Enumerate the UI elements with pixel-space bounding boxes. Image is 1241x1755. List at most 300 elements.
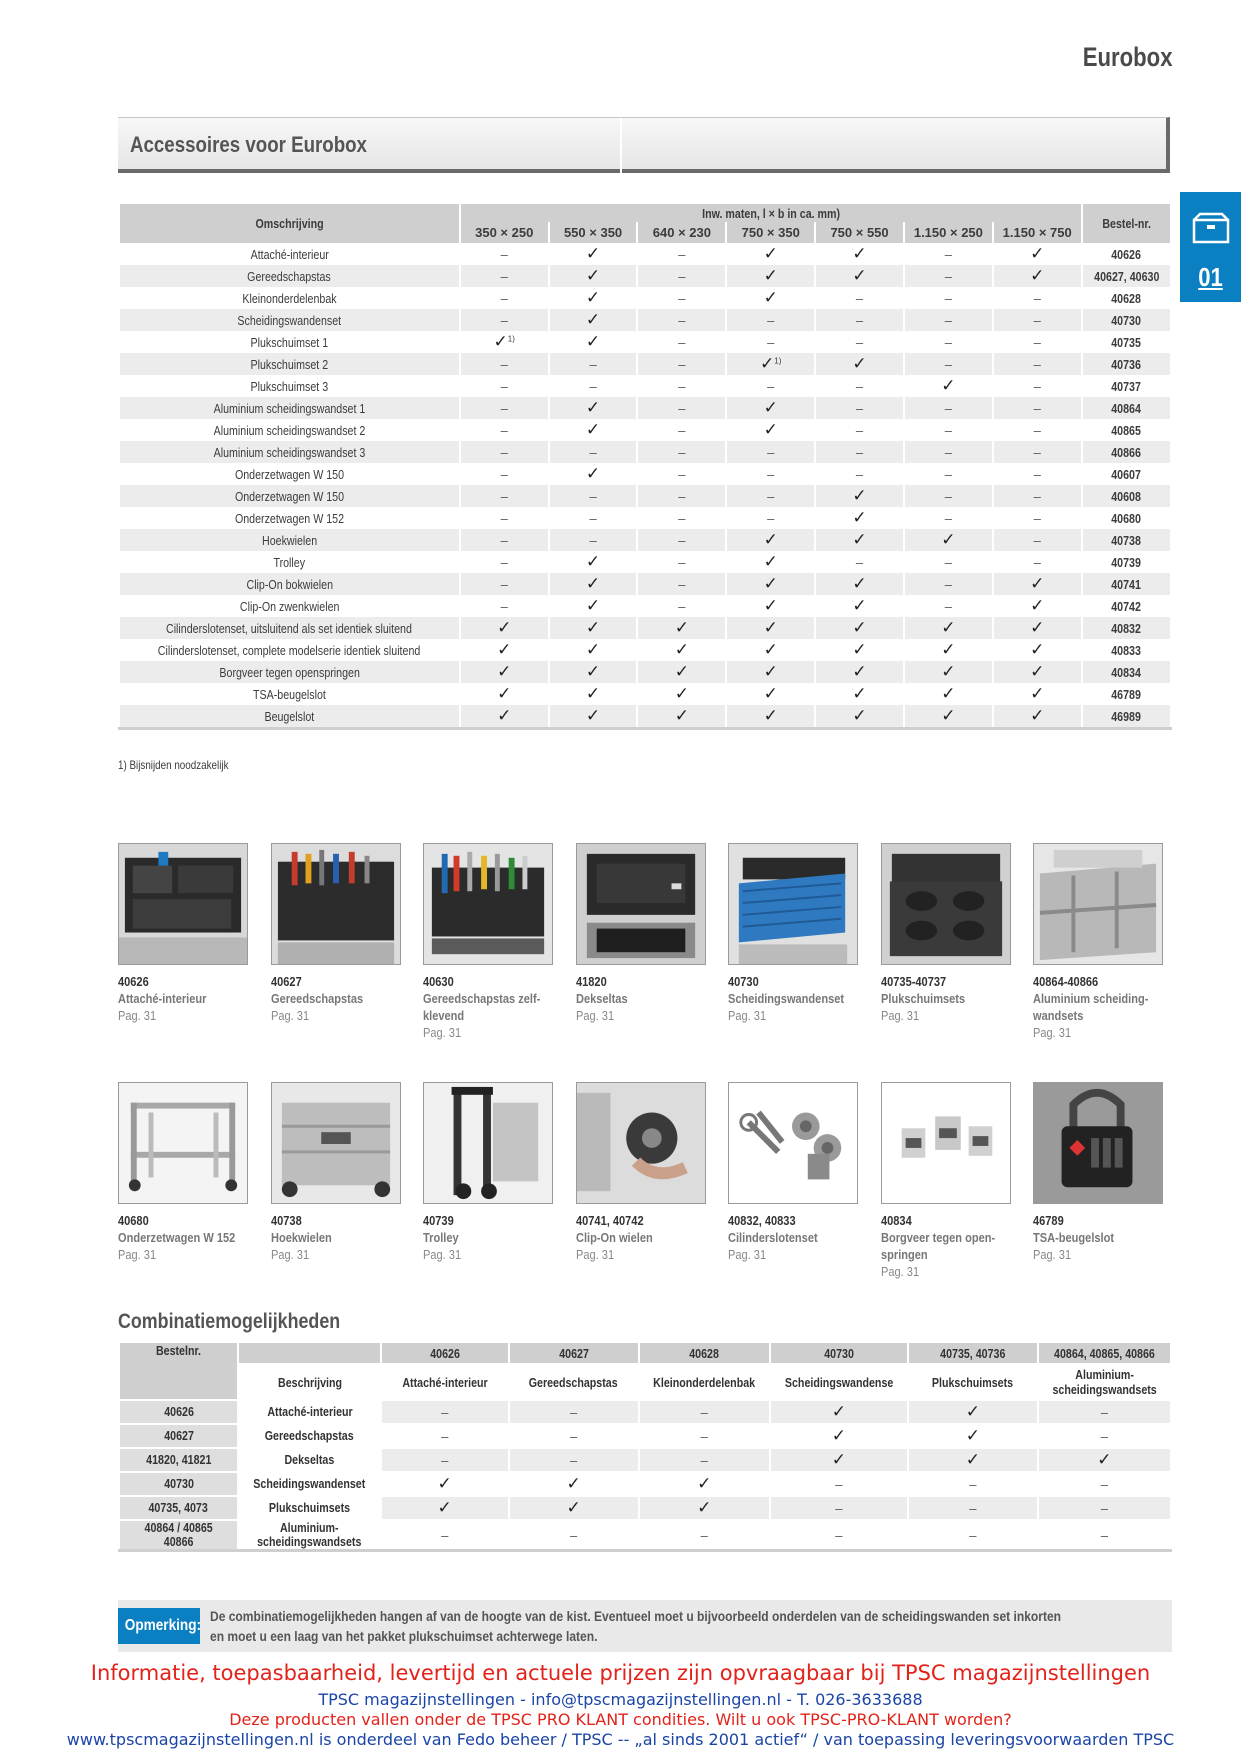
order-number: 40680 — [1082, 507, 1171, 529]
availability-cell: – — [993, 507, 1082, 529]
availability-cell: – — [637, 507, 726, 529]
availability-cell: ✓ — [549, 463, 638, 485]
table-row — [119, 683, 1171, 705]
availability-cell: – — [637, 375, 726, 397]
availability-cell: ✓ — [904, 661, 993, 683]
product-image[interactable] — [576, 1082, 706, 1204]
availability-cell: ✓ — [904, 639, 993, 661]
combi-cell: – — [770, 1472, 908, 1496]
combi-col-name: Attaché-interieur — [381, 1364, 509, 1400]
chapter-tab[interactable] — [1180, 192, 1241, 302]
availability-cell: – — [993, 551, 1082, 573]
table-row — [119, 661, 1171, 683]
product-caption — [423, 1212, 563, 1263]
bestel-header: Bestelnr. — [119, 1342, 238, 1400]
tsa-padlock-icon — [1034, 1083, 1162, 1203]
lid-bag-icon — [577, 844, 705, 964]
table-row — [119, 265, 1171, 287]
combi-cell: – — [770, 1496, 908, 1520]
availability-cell: ✓ — [549, 419, 638, 441]
availability-cell: ✓ — [726, 529, 815, 551]
availability-cell: – — [637, 419, 726, 441]
combi-cell: ✓ — [639, 1496, 770, 1520]
order-number: 40833 — [1082, 639, 1171, 661]
row-description: Attaché-interieur — [119, 243, 460, 265]
availability-cell: ✓ — [815, 705, 904, 729]
availability-cell: ✓ — [637, 617, 726, 639]
product-name: Aluminium scheiding-wandsets — [1033, 991, 1149, 1023]
combi-cell: – — [908, 1496, 1038, 1520]
row-description: TSA-beugelslot — [119, 683, 460, 705]
availability-cell: ✓ — [993, 705, 1082, 729]
combi-col-code: 40735, 40736 — [908, 1342, 1038, 1364]
combi-cell: ✓ — [908, 1448, 1038, 1472]
row-description: Trolley — [119, 551, 460, 573]
combi-cell: – — [381, 1448, 509, 1472]
order-number: 40607 — [1082, 463, 1171, 485]
product-code: 40738 — [271, 1213, 302, 1228]
row-description: Borgveer tegen openspringen — [119, 661, 460, 683]
row-description: Clip-On zwenkwielen — [119, 595, 460, 617]
combi-row-code: 40730 — [119, 1472, 238, 1496]
product-code: 40735-40737 — [881, 974, 947, 989]
row-description: Cilinderslotenset, complete modelserie identiek sluitend — [119, 639, 460, 661]
order-number: 40628 — [1082, 287, 1171, 309]
product-page[interactable]: Pag. 31 — [423, 1247, 462, 1262]
availability-cell: – — [637, 485, 726, 507]
availability-cell: – — [460, 265, 549, 287]
product-page[interactable]: Pag. 31 — [1033, 1247, 1072, 1262]
combi-cell: – — [1038, 1400, 1171, 1424]
availability-cell: – — [904, 507, 993, 529]
product-image[interactable] — [881, 843, 1011, 965]
availability-cell: ✓ — [549, 287, 638, 309]
order-number: 40864 — [1082, 397, 1171, 419]
order-number: 40866 — [1082, 441, 1171, 463]
combi-cell: ✓ — [639, 1472, 770, 1496]
product-code: 41820 — [576, 974, 607, 989]
table-row — [119, 441, 1171, 463]
hand-trolley-icon — [424, 1083, 552, 1203]
product-page[interactable]: Pag. 31 — [271, 1008, 310, 1023]
availability-cell: – — [993, 529, 1082, 551]
combi-cell: ✓ — [770, 1424, 908, 1448]
table-row — [119, 529, 1171, 551]
table-row — [119, 331, 1171, 353]
product-name: Attaché-interieur — [118, 991, 207, 1006]
order-number: 40742 — [1082, 595, 1171, 617]
remark-text: De combinatiemogelijkheden hangen af van de hoogte van de kist. Eventueel moet u bijvoorbeeld onderdelen van de scheidingswanden set inkorten en moet u een laag van het pakket plukschuimset achterwege laten. — [210, 1608, 1062, 1644]
availability-cell: – — [815, 287, 904, 309]
product-page[interactable]: Pag. 31 — [1033, 1025, 1072, 1040]
product-caption — [1033, 1212, 1173, 1263]
availability-cell: ✓ — [815, 485, 904, 507]
availability-cell: ✓ — [637, 639, 726, 661]
product-image[interactable] — [1033, 1082, 1163, 1204]
combi-cell: – — [1038, 1496, 1171, 1520]
product-name: Borgveer tegen open-springen — [881, 1230, 996, 1262]
row-description: Gereedschapstas — [119, 265, 460, 287]
remark-box — [118, 1600, 1172, 1652]
combi-row-name: Attaché-interieur — [238, 1400, 381, 1424]
combi-col-name: Scheidingswandense — [770, 1364, 908, 1400]
order-number: 40738 — [1082, 529, 1171, 551]
product-page[interactable]: Pag. 31 — [728, 1247, 767, 1262]
product-image[interactable] — [118, 843, 248, 965]
availability-cell: ✓ — [904, 683, 993, 705]
availability-cell: – — [637, 287, 726, 309]
order-number: 46989 — [1082, 705, 1171, 729]
availability-cell: ✓ — [815, 683, 904, 705]
availability-cell: ✓ — [815, 507, 904, 529]
product-page[interactable]: Pag. 31 — [576, 1008, 615, 1023]
combi-cell: – — [1038, 1472, 1171, 1496]
availability-cell: – — [460, 529, 549, 551]
availability-cell: – — [993, 419, 1082, 441]
availability-cell: ✓ — [815, 639, 904, 661]
row-description: Beugelslot — [119, 705, 460, 729]
availability-cell: – — [460, 573, 549, 595]
promo-pro-line: Deze producten vallen onder de TPSC PRO KLANT condities. Wilt u ook TPSC-PRO-KLANT worden? — [229, 1710, 1012, 1729]
order-number: 40608 — [1082, 485, 1171, 507]
availability-cell: ✓ — [460, 683, 549, 705]
product-code: 40832, 40833 — [728, 1213, 796, 1228]
product-name: Scheidingswandenset — [728, 991, 845, 1006]
table-row — [119, 595, 1171, 617]
availability-cell: – — [904, 243, 993, 265]
availability-cell: – — [726, 507, 815, 529]
availability-cell: – — [993, 463, 1082, 485]
combination-title: Combinatiemogelijkheden — [118, 1310, 341, 1333]
availability-cell: ✓ — [726, 639, 815, 661]
availability-cell: – — [815, 331, 904, 353]
row-description: Aluminium scheidingswandset 1 — [119, 397, 460, 419]
product-code: 40864-40866 — [1033, 974, 1099, 989]
col-size-group-header: Inw. maten, l × b in ca. mm) — [460, 204, 1082, 222]
order-number: 40739 — [1082, 551, 1171, 573]
product-caption — [728, 1212, 868, 1263]
table-row — [119, 485, 1171, 507]
product-code: 40627 — [271, 974, 302, 989]
availability-cell: – — [904, 287, 993, 309]
combi-row — [119, 1400, 1171, 1424]
availability-cell: ✓ — [549, 617, 638, 639]
table-row — [119, 353, 1171, 375]
availability-cell: ✓ — [993, 265, 1082, 287]
availability-cell: – — [904, 397, 993, 419]
availability-cell: ✓ — [549, 683, 638, 705]
availability-cell: – — [637, 595, 726, 617]
combi-row — [119, 1448, 1171, 1472]
product-name: Onderzetwagen W 152 — [118, 1230, 236, 1245]
availability-cell: – — [460, 441, 549, 463]
availability-cell: – — [637, 551, 726, 573]
row-description: Onderzetwagen W 150 — [119, 463, 460, 485]
product-name: Clip-On wielen — [576, 1230, 653, 1245]
product-page[interactable]: Pag. 31 — [118, 1008, 157, 1023]
availability-cell: ✓ — [904, 529, 993, 551]
availability-cell: – — [904, 419, 993, 441]
product-caption — [881, 973, 1021, 1024]
order-number: 40834 — [1082, 661, 1171, 683]
availability-cell: ✓$^{1)}$ — [726, 353, 815, 375]
product-image[interactable] — [423, 1082, 553, 1204]
availability-cell: – — [637, 353, 726, 375]
product-code: 40730 — [728, 974, 759, 989]
product-name: Gereedschapstas zelf-klevend — [423, 991, 541, 1023]
combi-col-code: 40626 — [381, 1342, 509, 1364]
product-code: 40741, 40742 — [576, 1213, 644, 1228]
availability-cell: ✓ — [460, 617, 549, 639]
product-page[interactable]: Pag. 31 — [118, 1247, 157, 1262]
table-row — [119, 463, 1171, 485]
product-caption — [118, 973, 258, 1024]
availability-cell: ✓ — [815, 353, 904, 375]
combi-cell: ✓ — [770, 1448, 908, 1472]
availability-cell: – — [460, 595, 549, 617]
table-row — [119, 551, 1171, 573]
table-footnote: 1) Bijsnijden noodzakelijk — [118, 758, 229, 772]
availability-cell: ✓ — [637, 705, 726, 729]
availability-cell: – — [460, 507, 549, 529]
availability-cell: – — [726, 485, 815, 507]
remark-label: Opmerking: — [118, 1608, 200, 1644]
availability-cell: – — [460, 463, 549, 485]
combi-cell: ✓ — [908, 1424, 1038, 1448]
availability-cell: ✓ — [726, 419, 815, 441]
product-image[interactable] — [1033, 843, 1163, 965]
row-description: Scheidingswandenset — [119, 309, 460, 331]
availability-cell: – — [460, 309, 549, 331]
row-description: Cilinderslotenset, uitsluitend als set identiek sluitend — [119, 617, 460, 639]
locking-spring-icon — [882, 1083, 1010, 1203]
availability-cell: – — [815, 375, 904, 397]
availability-cell: ✓ — [815, 529, 904, 551]
row-description: Plukschuimset 3 — [119, 375, 460, 397]
product-page[interactable]: Pag. 31 — [271, 1247, 310, 1262]
availability-cell: – — [460, 243, 549, 265]
order-number: 40730 — [1082, 309, 1171, 331]
col-size-header: 350 × 250 — [460, 222, 549, 243]
product-code: 46789 — [1033, 1213, 1064, 1228]
row-description: Onderzetwagen W 152 — [119, 507, 460, 529]
availability-cell: – — [637, 309, 726, 331]
availability-cell: ✓ — [726, 551, 815, 573]
brand-title: Eurobox — [1083, 42, 1173, 72]
availability-cell: ✓ — [549, 265, 638, 287]
availability-cell: ✓ — [993, 639, 1082, 661]
product-caption — [728, 973, 868, 1024]
product-image[interactable] — [576, 843, 706, 965]
availability-cell: ✓ — [993, 617, 1082, 639]
combi-cell: – — [509, 1424, 639, 1448]
product-caption — [271, 1212, 411, 1263]
row-description: Onderzetwagen W 150 — [119, 485, 460, 507]
promo-company-line[interactable]: www.tpscmagazijnstellingen.nl is onderdeel van Fedo beheer / TPSC -- „al sinds 2001 actief“ / van toepassing leveringsvoorwaarden TPSC — [66, 1730, 1175, 1749]
combi-row-code: 41820, 41821 — [119, 1448, 238, 1472]
combi-col-code: 40864, 40865, 40866 — [1038, 1342, 1171, 1364]
combi-cell: ✓ — [770, 1400, 908, 1424]
combi-cell: – — [381, 1424, 509, 1448]
combi-row — [119, 1520, 1171, 1551]
cylinder-locks-icon — [729, 1083, 857, 1203]
product-page[interactable]: Pag. 31 — [881, 1008, 920, 1023]
combi-cell: ✓ — [381, 1496, 509, 1520]
availability-cell: ✓ — [993, 595, 1082, 617]
product-caption — [576, 1212, 716, 1263]
availability-cell: ✓ — [549, 331, 638, 353]
table-row — [119, 419, 1171, 441]
aluminium-dividers-icon — [1034, 844, 1162, 964]
product-name: TSA-beugelslot — [1033, 1230, 1115, 1245]
attache-organizer-icon — [119, 844, 247, 964]
product-code: 40680 — [118, 1213, 149, 1228]
combi-cell: – — [639, 1400, 770, 1424]
availability-cell: ✓ — [815, 617, 904, 639]
product-page[interactable]: Pag. 31 — [576, 1247, 615, 1262]
product-caption — [271, 973, 411, 1024]
availability-cell: ✓ — [726, 705, 815, 729]
product-image[interactable] — [728, 1082, 858, 1204]
product-caption — [1033, 973, 1173, 1041]
availability-cell: – — [904, 331, 993, 353]
availability-cell: – — [460, 485, 549, 507]
availability-cell: – — [993, 441, 1082, 463]
table-row — [119, 705, 1171, 729]
combi-cell: ✓ — [908, 1400, 1038, 1424]
combi-col-code: 40627 — [509, 1342, 639, 1364]
product-page[interactable]: Pag. 31 — [728, 1008, 767, 1023]
combi-cell: – — [509, 1520, 639, 1551]
product-name: Gereedschapstas — [271, 991, 364, 1006]
combi-cell: – — [908, 1520, 1038, 1551]
order-number: 40741 — [1082, 573, 1171, 595]
order-number: 40832 — [1082, 617, 1171, 639]
product-image[interactable] — [271, 1082, 401, 1204]
combi-row — [119, 1472, 1171, 1496]
combination-table — [118, 1341, 1172, 1552]
availability-cell: ✓ — [993, 683, 1082, 705]
availability-cell: – — [726, 331, 815, 353]
availability-cell: – — [993, 331, 1082, 353]
product-name: Plukschuimsets — [881, 991, 966, 1006]
availability-cell: – — [726, 441, 815, 463]
combi-col-name: Gereedschapstas — [509, 1364, 639, 1400]
promo-contact-line[interactable]: TPSC magazijnstellingen - info@tpscmagazijnstellingen.nl - T. 026-3633688 — [318, 1690, 923, 1709]
availability-cell: – — [904, 573, 993, 595]
product-image[interactable] — [118, 1082, 248, 1204]
product-image[interactable] — [881, 1082, 1011, 1204]
title-divider — [620, 118, 622, 173]
table-row — [119, 397, 1171, 419]
availability-cell: ✓ — [460, 661, 549, 683]
product-image[interactable] — [423, 843, 553, 965]
availability-cell: – — [460, 375, 549, 397]
combi-row-name: Plukschuimsets — [238, 1496, 381, 1520]
col-size-header: 640 × 230 — [637, 222, 726, 243]
combi-row-code: 40735, 4073 — [119, 1496, 238, 1520]
order-number: 40626 — [1082, 243, 1171, 265]
availability-cell: – — [460, 353, 549, 375]
availability-cell: – — [993, 485, 1082, 507]
availability-cell: ✓ — [726, 595, 815, 617]
combi-cell: ✓ — [509, 1472, 639, 1496]
availability-cell: – — [904, 309, 993, 331]
combi-row-code: 40864 / 40865 40866 — [119, 1520, 238, 1551]
combi-cell: – — [381, 1400, 509, 1424]
combi-col-code: 40628 — [639, 1342, 770, 1364]
combi-row-name: Scheidingswandenset — [238, 1472, 381, 1496]
product-page[interactable]: Pag. 31 — [423, 1025, 462, 1040]
row-description: Aluminium scheidingswandset 3 — [119, 441, 460, 463]
row-description: Kleinonderdelenbak — [119, 287, 460, 309]
availability-cell: ✓ — [549, 595, 638, 617]
product-image[interactable] — [728, 843, 858, 965]
col-size-header: 750 × 550 — [815, 222, 904, 243]
combi-cell: – — [639, 1520, 770, 1551]
availability-cell: ✓ — [726, 617, 815, 639]
product-caption — [576, 973, 716, 1024]
combi-col-code: 40730 — [770, 1342, 908, 1364]
availability-cell: – — [549, 507, 638, 529]
availability-cell: ✓ — [549, 397, 638, 419]
product-caption — [118, 1212, 258, 1263]
availability-cell: – — [815, 551, 904, 573]
product-code: 40834 — [881, 1213, 912, 1228]
availability-cell: ✓ — [815, 265, 904, 287]
table-row — [119, 309, 1171, 331]
combi-col-name: Kleinonderdelenbak — [639, 1364, 770, 1400]
order-number: 46789 — [1082, 683, 1171, 705]
product-page[interactable]: Pag. 31 — [881, 1264, 920, 1279]
order-number: 40627, 40630 — [1082, 265, 1171, 287]
combi-cell: – — [639, 1424, 770, 1448]
combi-cell: ✓ — [381, 1472, 509, 1496]
box-icon — [1192, 212, 1230, 244]
availability-cell: – — [726, 375, 815, 397]
availability-cell: – — [993, 397, 1082, 419]
combi-cell: – — [509, 1448, 639, 1472]
availability-cell: – — [637, 397, 726, 419]
col-description-header: Omschrijving — [119, 204, 460, 243]
product-image[interactable] — [271, 843, 401, 965]
order-number: 40735 — [1082, 331, 1171, 353]
availability-cell: – — [549, 441, 638, 463]
availability-cell: – — [460, 397, 549, 419]
combi-row-name: Aluminium-scheidingswandsets — [238, 1520, 381, 1551]
availability-cell: – — [637, 243, 726, 265]
availability-cell: – — [726, 309, 815, 331]
combi-row-name: Dekseltas — [238, 1448, 381, 1472]
availability-cell: ✓ — [815, 661, 904, 683]
product-caption — [423, 973, 563, 1041]
product-name: Hoekwielen — [271, 1230, 332, 1245]
blank-header — [238, 1342, 381, 1364]
availability-cell: ✓ — [549, 705, 638, 729]
divider-set-icon — [729, 844, 857, 964]
availability-cell: – — [815, 309, 904, 331]
availability-cell: – — [460, 551, 549, 573]
combi-cell: – — [1038, 1424, 1171, 1448]
order-number: 40736 — [1082, 353, 1171, 375]
combi-row-name: Gereedschapstas — [238, 1424, 381, 1448]
row-description: Aluminium scheidingswandset 2 — [119, 419, 460, 441]
availability-cell: – — [549, 375, 638, 397]
row-description: Plukschuimset 2 — [119, 353, 460, 375]
availability-cell: ✓ — [549, 639, 638, 661]
product-name: Dekseltas — [576, 991, 628, 1006]
availability-cell: – — [815, 441, 904, 463]
